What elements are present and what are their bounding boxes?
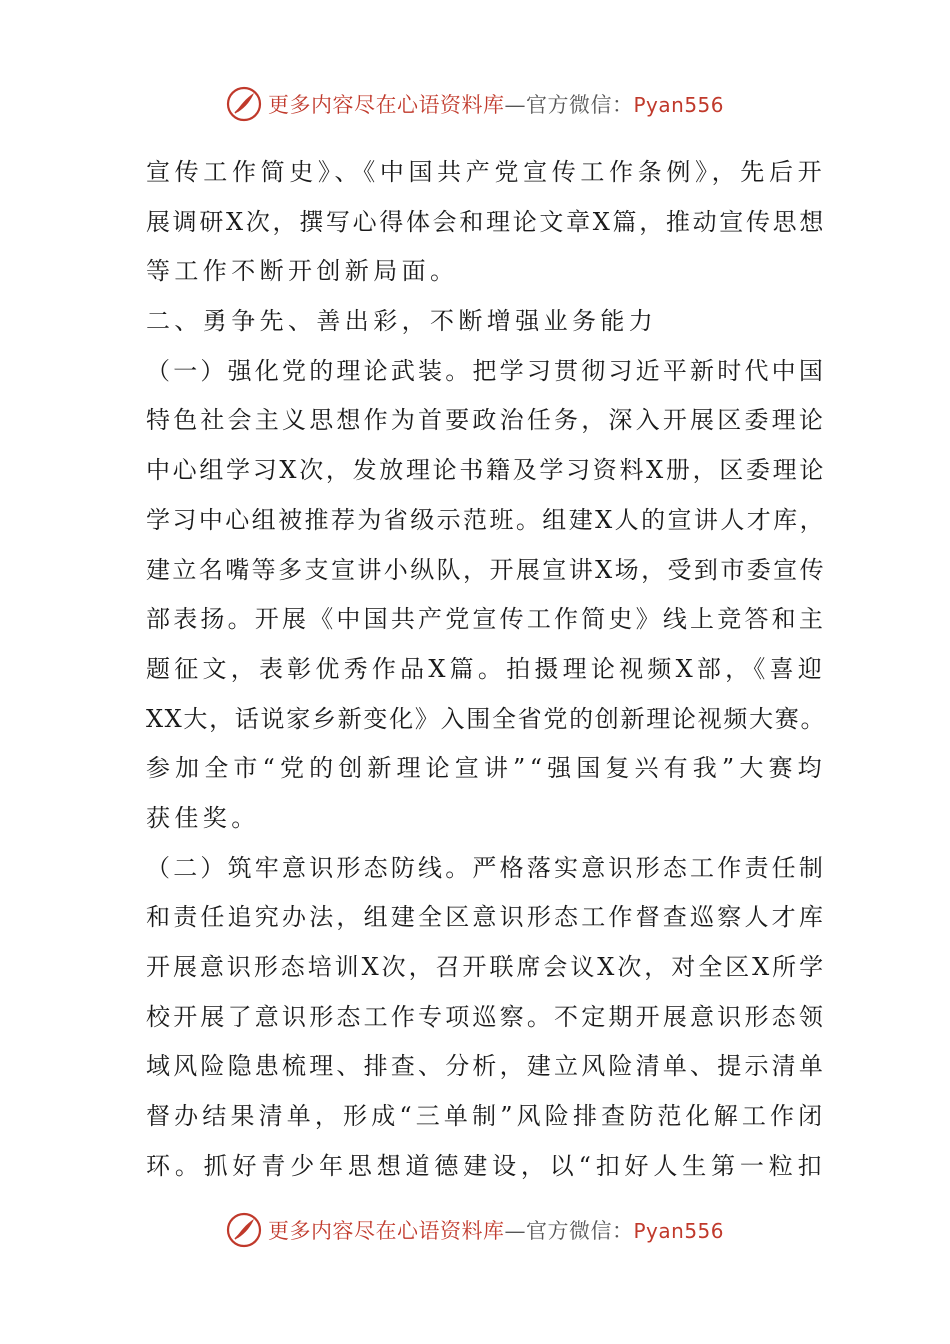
- watermark-text: 更多内容尽在心语资料库—官方微信：Pyan556: [267, 1219, 724, 1243]
- paragraph-line: 中心组学习X次，发放理论书籍及学习资料X册，区委理论: [146, 456, 826, 485]
- footer-watermark: [0, 1210, 950, 1250]
- paragraph-line: 宣传工作简史》、《中国共产党宣传工作条例》，先后开: [146, 158, 826, 186]
- paragraph-line: 学习中心组被推荐为省级示范班。组建X人的宣讲人才库，: [146, 505, 826, 534]
- paragraph-line: 和责任追究办法，组建全区意识形态工作督查巡察人才库: [146, 903, 826, 932]
- paragraph-line: 部表扬。开展《中国共产党宣传工作简史》线上竞答和主: [146, 605, 826, 634]
- paragraph-line: 获佳奖。: [146, 803, 260, 832]
- paragraph-line: 环。抓好青少年思想道德建设，以“扣好人生第一粒扣: [146, 1151, 826, 1180]
- paragraph-line: 开展意识形态培训X次，召开联席会议X次，对全区X所学: [146, 953, 826, 981]
- paragraph-line: 校开展了意识形态工作专项巡察。不定期开展意识形态领: [146, 1002, 826, 1031]
- paragraph-line: 题征文，表彰优秀作品X篇。拍摄理论视频X部，《喜迎: [146, 654, 826, 683]
- quill-logo-icon: [226, 1212, 262, 1248]
- header-watermark: [0, 84, 950, 124]
- paragraph-line: XX大，话说家乡新变化》入围全省党的创新理论视频大赛。: [146, 704, 826, 733]
- paragraph-line: （一）强化党的理论武装。把学习贯彻习近平新时代中国: [146, 356, 826, 385]
- paragraph-line: 督办结果清单，形成“三单制”风险排查防范化解工作闭: [146, 1102, 827, 1131]
- section-heading: 二、勇争先、善出彩，不断增强业务能力: [146, 307, 658, 336]
- paragraph-line: 展调研X次，撰写心得体会和理论文章X篇，推动宣传思想: [146, 207, 826, 236]
- document-body: [146, 148, 826, 1191]
- paragraph-line: 建立名嘴等多支宣讲小纵队，开展宣讲X场，受到市委宣传: [146, 555, 826, 584]
- paragraph-line: （二）筑牢意识形态防线。严格落实意识形态工作责任制: [146, 853, 826, 882]
- paragraph-line: 等工作不断开创新局面。: [146, 257, 459, 286]
- paragraph-line: 域风险隐患梳理、排查、分析，建立风险清单、提示清单: [146, 1052, 826, 1081]
- paragraph-line: 参加全市“党的创新理论宣讲”“强国复兴有我”大赛均: [146, 754, 826, 783]
- quill-logo-icon: [226, 86, 262, 122]
- paragraph-line: 特色社会主义思想作为首要政治任务，深入开展区委理论: [146, 406, 826, 435]
- watermark-text: 更多内容尽在心语资料库—官方微信：Pyan556: [267, 93, 724, 117]
